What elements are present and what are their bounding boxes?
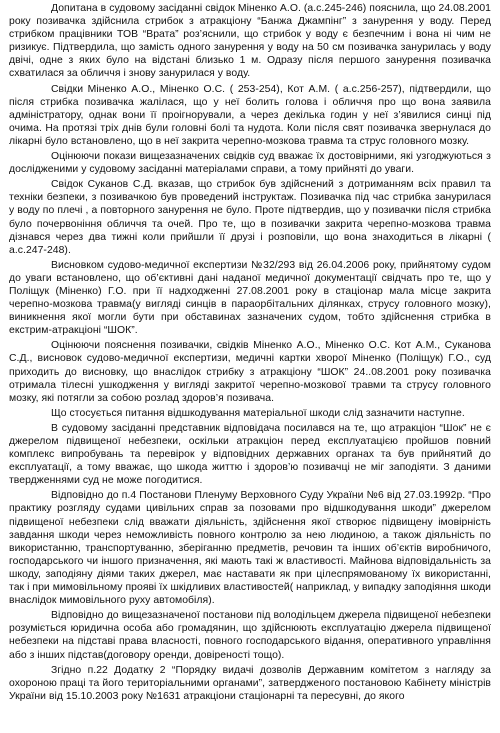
paragraph-plenum-resolution: Відповідно до п.4 Постанови Пленуму Верховного Суду України №6 від 27.03.1992р. “Про практику розгляду судами цивільних справ за позовами про відшкодування шкоди” джерелом підвищеної небезпеки слід вважати діяльність, здійснення якої створює підвищену імовірність завдання шкоди через неможливість повного контролю за нею людиною, а також діяльність по використанню, транспортуванню, зберіганню предметів, речовин та інших об’єктів виробничого, господарського чи іншого призначення, які мають такі ж властивості. Майнова відповідальність за шкоду, заподіяну діями таких джерел, має наставати як при цілеспрямованому їх використанні, так і при мимовільному прояві їх шкідливих властивостей( наприклад, у випадку заподіяння шкоди внаслідок мимовільного руху автомобіля). xyxy=(9,490,491,607)
paragraph-defendant-position: В судовому засіданні представник відповідача посилався на те, що атракціон “Шок” не є джерелом підвищеної небезпеки, оскільки атракціон перед експлуатацією пройшов повний комплекс випробувань та перевірок у відповідних державних органах та був прийнятий до експлуатації, а тому вважає, що шкода життю і здоров’ю позивачці не міг заподіяти. З даними твердженнями суд не може погодитися. xyxy=(9,422,491,487)
paragraph-court-conclusion: Оцінюючи пояснення позивачки, свідків Міненко А.О., Міненко О.С. Кот А.М., Суканова С.Д., висновок судово-медичної експертизи, медичні картки хворої Міненко (Поліщук) Г.О., суд приходить до висновку, що внаслідок стрибку з атракціону “ШОК” 24..08.2001 року позивачка отримала тілесні ушкодження у вигляді закритої черепно-мозкової травми та струсу головного мозку, які потягли за собою розлад здоров’я позивача. xyxy=(9,340,491,404)
paragraph-witnesses-testimony: Свідки Міненко А.О., Міненко О.С. ( 253-254), Кот А.М. ( а.с.256-257), підтвердили, що після стрибка позивачка жалілася, що у неї болить голова і обличчя про що вона заявила адміністратору, однак вони її проігнорували, а через декілька годин у неї з’явилися синці під очима. На протязі тріх днів були головні болі та нудота. Коли після свят позивачка звернулася до лікарні було встановлено, що в неї закрита черепно-мозкова травма та струс головного мозку. xyxy=(9,83,491,147)
paragraph-witness-sukanov: Свідок Суканов С.Д. вказав, що стрибок був здійснений з дотриманням всіх правил та техніки безпеки, з позивачкою був проведений інструктаж. Позивачка під час стрибка занурилася у воду по плечі , а повторного занурення не було. Проте підтвердив, що у позивачки після стрибка було почервоніння обличчя та очей. Про те, що в позивачки закрита черепно-мозкова травма дізнався через два тижні коли прийшли її друзі і розповіли, що вона знаходиться в лікарні ( а.с.247-248). xyxy=(9,179,491,256)
paragraph-appendix-reference: Згідно п.22 Додатку 2 “Порядку видачі дозволів Державним комітетом з нагляду за охороною праці та його територіальними органами”, затвердженого постановою Кабінету міністрів України від 15.10.2003 року №1631 атракціони стаціонарні та пересувні, до якого xyxy=(9,664,491,702)
paragraph-witness-minenko-ao: Допитана в судовому засіданні свідок Міненко А.О. (а.с.245-246) пояснила, що 24.08.2001 року позивачка здійснила стрибок з атракціону “Банжа Джампінг” з занурення у воду. Перед стрибком працівники ТОВ “Врата” роз’яснили, що стрибок у воду є безпечним і вона ні чим не ризикує. Підтвердила, що замість одного занурення у воду на 50 см позивачка занурилась у воду двічі, одне з яких було на відстані близько 1 м. Одразу після першого занурення позивачка схватилася за обличчя і знову занурилася у воду. xyxy=(9,3,491,80)
paragraph-forensic-examination: Висновком судово-медичної експертизи №32/293 від 26.04.2006 року, прийнятому судом до уваги встановлено, що об’єктивні дані наданої медичної документації свідчать про те, що у Поліщук (Міненко) Г.О. при її надходженні 27.08.2001 року в стаціонар мала місце закрита черепно-мозкова травма(у вигляді синців в параорбітальних ділянках, струсу головного мозку), виникнення якої могли бути при обставинах зазначених судом, тобто здійснення стрибка в екстрим-атракціоні “ШОК”. xyxy=(9,259,491,337)
paragraph-source-owner: Відповідно до вищезазначеної постанови під володільцем джерела підвищеної небезпеки розуміється юридична особа або громадянин, що здійснюють експлуатацію джерела підвищеної небезпеки на підставі права власності, повного господарського відання, оперативного управління або з інших підстав(договору оренди, довіреності тощо). xyxy=(9,610,491,661)
paragraph-court-assessment: Оцінюючи покази вищезазначених свідків суд вважає їх достовірними, які узгоджуються з дослідженими у судовому засіданні матеріалами справи, а тому прийняті до уваги. xyxy=(9,151,491,176)
paragraph-material-damage-intro: Що стосується питання відшкодування матеріальної шкоди слід зазначити наступне. xyxy=(51,407,465,419)
